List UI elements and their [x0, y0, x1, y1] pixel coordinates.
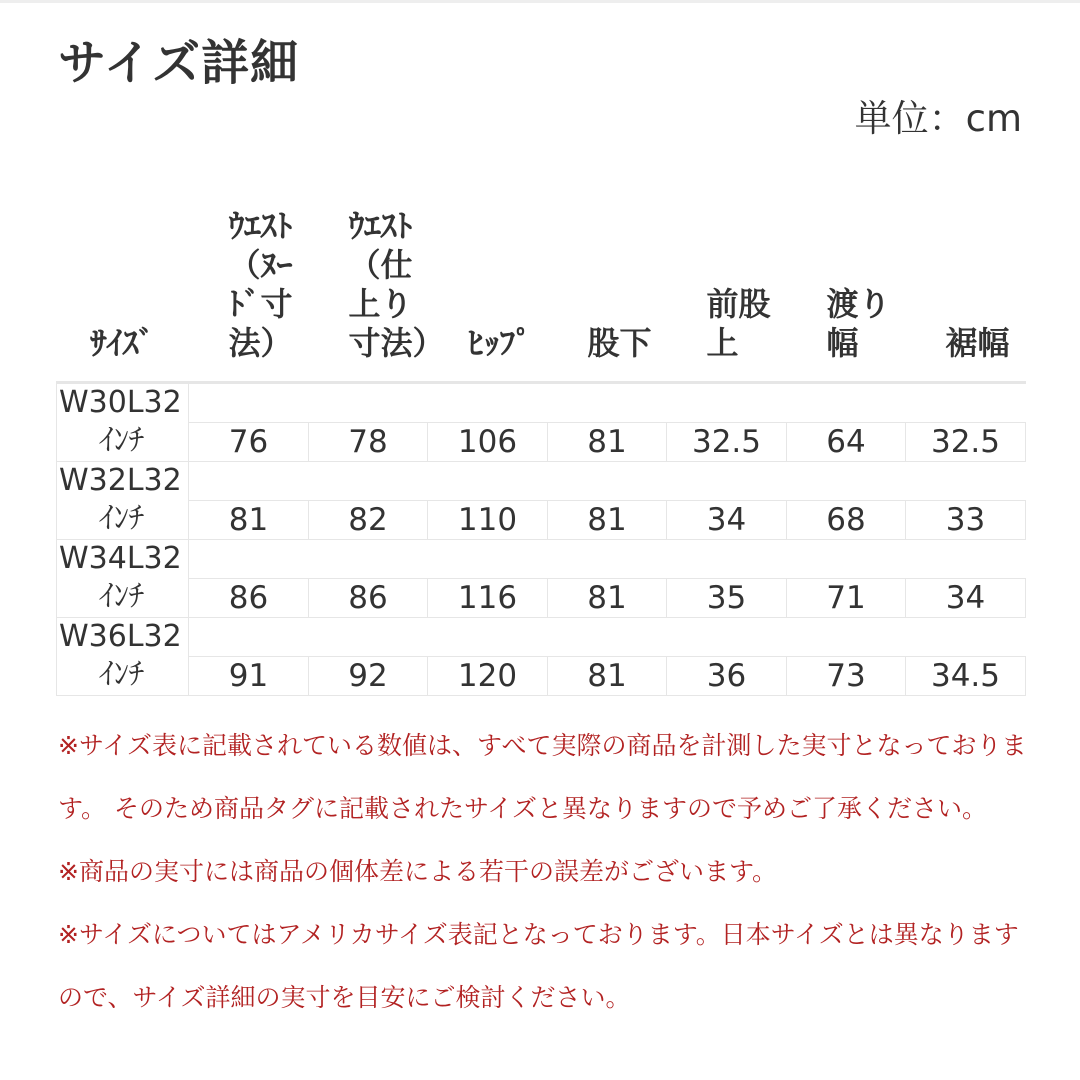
table-row — [57, 462, 1026, 501]
value-cell: 81 — [189, 501, 309, 540]
value-cell: 120 — [428, 657, 548, 696]
value-cell: 64 — [787, 423, 906, 462]
size-table — [56, 150, 1026, 696]
value-cell: 86 — [189, 579, 309, 618]
size-label: W36L32 — [59, 619, 182, 654]
value-cell: 106 — [428, 423, 548, 462]
inch-label: ｲﾝﾁ — [99, 579, 144, 614]
table-row-values — [57, 501, 1026, 540]
value-cell: 81 — [548, 579, 667, 618]
header-hip: ﾋｯﾌﾟ — [428, 150, 548, 383]
value-cell: 32.5 — [906, 423, 1026, 462]
value-cell: 32.5 — [667, 423, 787, 462]
inch-label: ｲﾝﾁ — [99, 501, 144, 536]
table-row-values — [57, 423, 1026, 462]
table-row — [57, 383, 1026, 423]
size-cell — [57, 462, 189, 540]
table-row-values — [57, 657, 1026, 696]
table-header-row — [57, 150, 1026, 383]
value-cell: 35 — [667, 579, 787, 618]
value-cell: 81 — [548, 423, 667, 462]
size-cell — [57, 618, 189, 696]
note-us-sizing: ※サイズについてはアメリカサイズ表記となっております。日本サイズとは異なりますので、サイズ詳細の実寸を目安にご検討ください。 — [58, 920, 1019, 1012]
header-inseam: 股下 — [548, 150, 667, 383]
notes — [58, 714, 1033, 1029]
table-row — [57, 540, 1026, 579]
value-cell: 81 — [548, 657, 667, 696]
value-cell: 81 — [548, 501, 667, 540]
size-cell — [57, 540, 189, 618]
value-cell: 116 — [428, 579, 548, 618]
note-measurement: ※サイズ表に記載されている数値は、すべて実際の商品を計測した実寸となっております。 そのため商品タグに記載されたサイズと異なりますので予めご了承ください。 — [58, 731, 1027, 823]
value-cell: 36 — [667, 657, 787, 696]
value-cell: 34 — [906, 579, 1026, 618]
header-size: ｻｲｽﾞ — [57, 150, 189, 383]
note-variance: ※商品の実寸には商品の個体差による若干の誤差がございます。 — [58, 857, 777, 886]
inch-label: ｲﾝﾁ — [99, 657, 144, 692]
size-label: W32L32 — [59, 463, 182, 498]
inch-label: ｲﾝﾁ — [99, 423, 144, 458]
table-row-values — [57, 579, 1026, 618]
size-label: W34L32 — [59, 541, 182, 576]
value-cell: 76 — [189, 423, 309, 462]
size-label: W30L32 — [59, 385, 182, 420]
value-cell: 82 — [309, 501, 428, 540]
value-cell: 34 — [667, 501, 787, 540]
value-cell: 71 — [787, 579, 906, 618]
value-cell: 92 — [309, 657, 428, 696]
value-cell: 91 — [189, 657, 309, 696]
page-title: サイズ詳細 — [58, 35, 300, 91]
value-cell: 86 — [309, 579, 428, 618]
header-hem-width: 裾幅 — [906, 150, 1026, 383]
header-waist-finished: ｳｴｽﾄ（仕上り寸法） — [309, 150, 428, 383]
size-cell — [57, 383, 189, 462]
top-divider — [0, 0, 1080, 3]
header-front-rise: 前股上 — [667, 150, 787, 383]
value-cell: 73 — [787, 657, 906, 696]
value-cell: 78 — [309, 423, 428, 462]
value-cell: 68 — [787, 501, 906, 540]
header-waist-nude: ｳｴｽﾄ（ﾇｰﾄﾞ寸法） — [189, 150, 309, 383]
value-cell: 33 — [906, 501, 1026, 540]
table-row — [57, 618, 1026, 657]
value-cell: 110 — [428, 501, 548, 540]
header-thigh-width: 渡り幅 — [787, 150, 906, 383]
value-cell: 34.5 — [906, 657, 1026, 696]
unit-label: 単位：cm — [854, 97, 1022, 140]
